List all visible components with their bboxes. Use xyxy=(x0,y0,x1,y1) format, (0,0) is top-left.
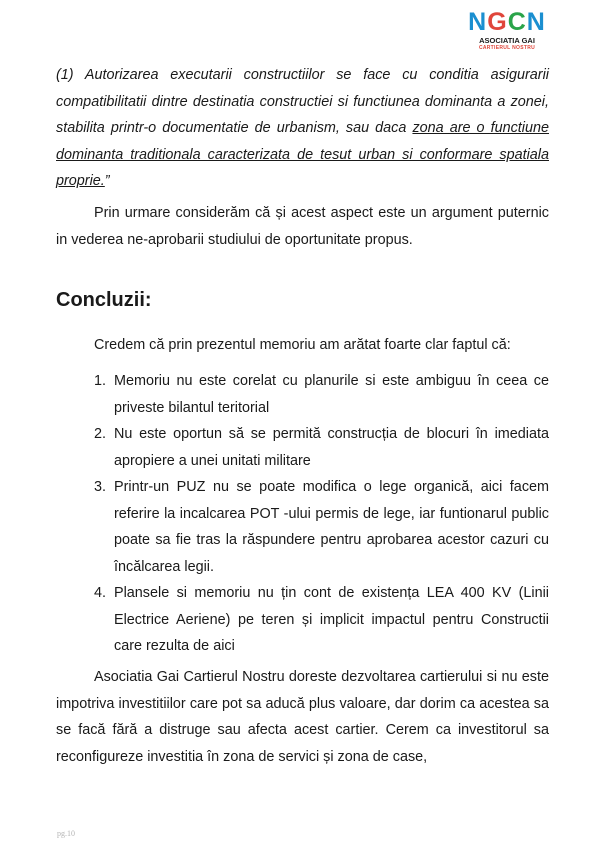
list-text: Printr-un PUZ nu se poate modifica o lege organică, aici facem referire la incalcarea POT -ului permis de lege, iar funtionarul public poate sa fie tras la răspundere pentru aprobarea acestor cazuri cu încălcarea legii. xyxy=(114,479,549,575)
list-number: 4. xyxy=(94,585,107,601)
list-number: 1. xyxy=(94,373,107,389)
logo-name: ASOCIATIA GAI xyxy=(479,36,535,45)
list-item xyxy=(94,421,549,474)
list-item xyxy=(94,474,549,580)
page-number: pg.10 xyxy=(57,829,75,838)
list-item xyxy=(94,580,549,660)
list-text: Plansele si memoriu nu țin cont de existența LEA 400 KV (Linii Electrice Aeriene) pe teren și implicit impactul pentru Constructii care rezulta de aici xyxy=(114,585,549,654)
list-item xyxy=(94,368,549,421)
law-quote xyxy=(56,62,549,195)
logo-mark: NGCN xyxy=(468,8,546,36)
list-number: 2. xyxy=(94,426,107,442)
section-heading: Concluzii: xyxy=(56,289,152,311)
conclusions-intro: Credem că prin prezentul memoriu am arătat foarte clar faptul că: xyxy=(94,337,511,353)
quote-end: ” xyxy=(104,173,110,189)
quote-text: (1) Autorizarea executarii constructiilor se face cu conditia asigurarii compatibilitatii dintre destinatia constructiei si functiunea dominanta a zonei, stabilita printr-o documentatie de urbanism, sau daca xyxy=(56,67,549,136)
list-text: Memoriu nu este corelat cu planurile si este ambiguu în ceea ce priveste bilantul teritorial xyxy=(114,373,549,416)
conclusions-list xyxy=(94,368,549,660)
list-text: Nu este oportun să se permită construcția de blocuri în imediata apropiere a unei unitati militare xyxy=(114,426,549,469)
closing-paragraph: Asociatia Gai Cartierul Nostru doreste dezvoltarea cartierului si nu este impotriva investitiilor care pot sa aducă plus valoare, dar dorim ca acestea sa se facă fără a distruge sau afecta acest cartier. Cerem ca investitorul sa reconfigureze investitia în zona de servici și zona de case, xyxy=(56,669,549,765)
argument-paragraph: Prin urmare considerăm că și acest aspect este un argument puternic in vederea ne-aprobarii studiului de oportunitate propus. xyxy=(56,205,549,248)
quote-underlined: zona are o functiune dominanta traditionala caracterizata de tesut urban si conformare spatiala proprie. xyxy=(56,120,549,189)
logo-subtitle: CARTIERUL NOSTRU xyxy=(478,45,536,51)
list-number: 3. xyxy=(94,479,107,495)
association-logo xyxy=(462,10,552,52)
